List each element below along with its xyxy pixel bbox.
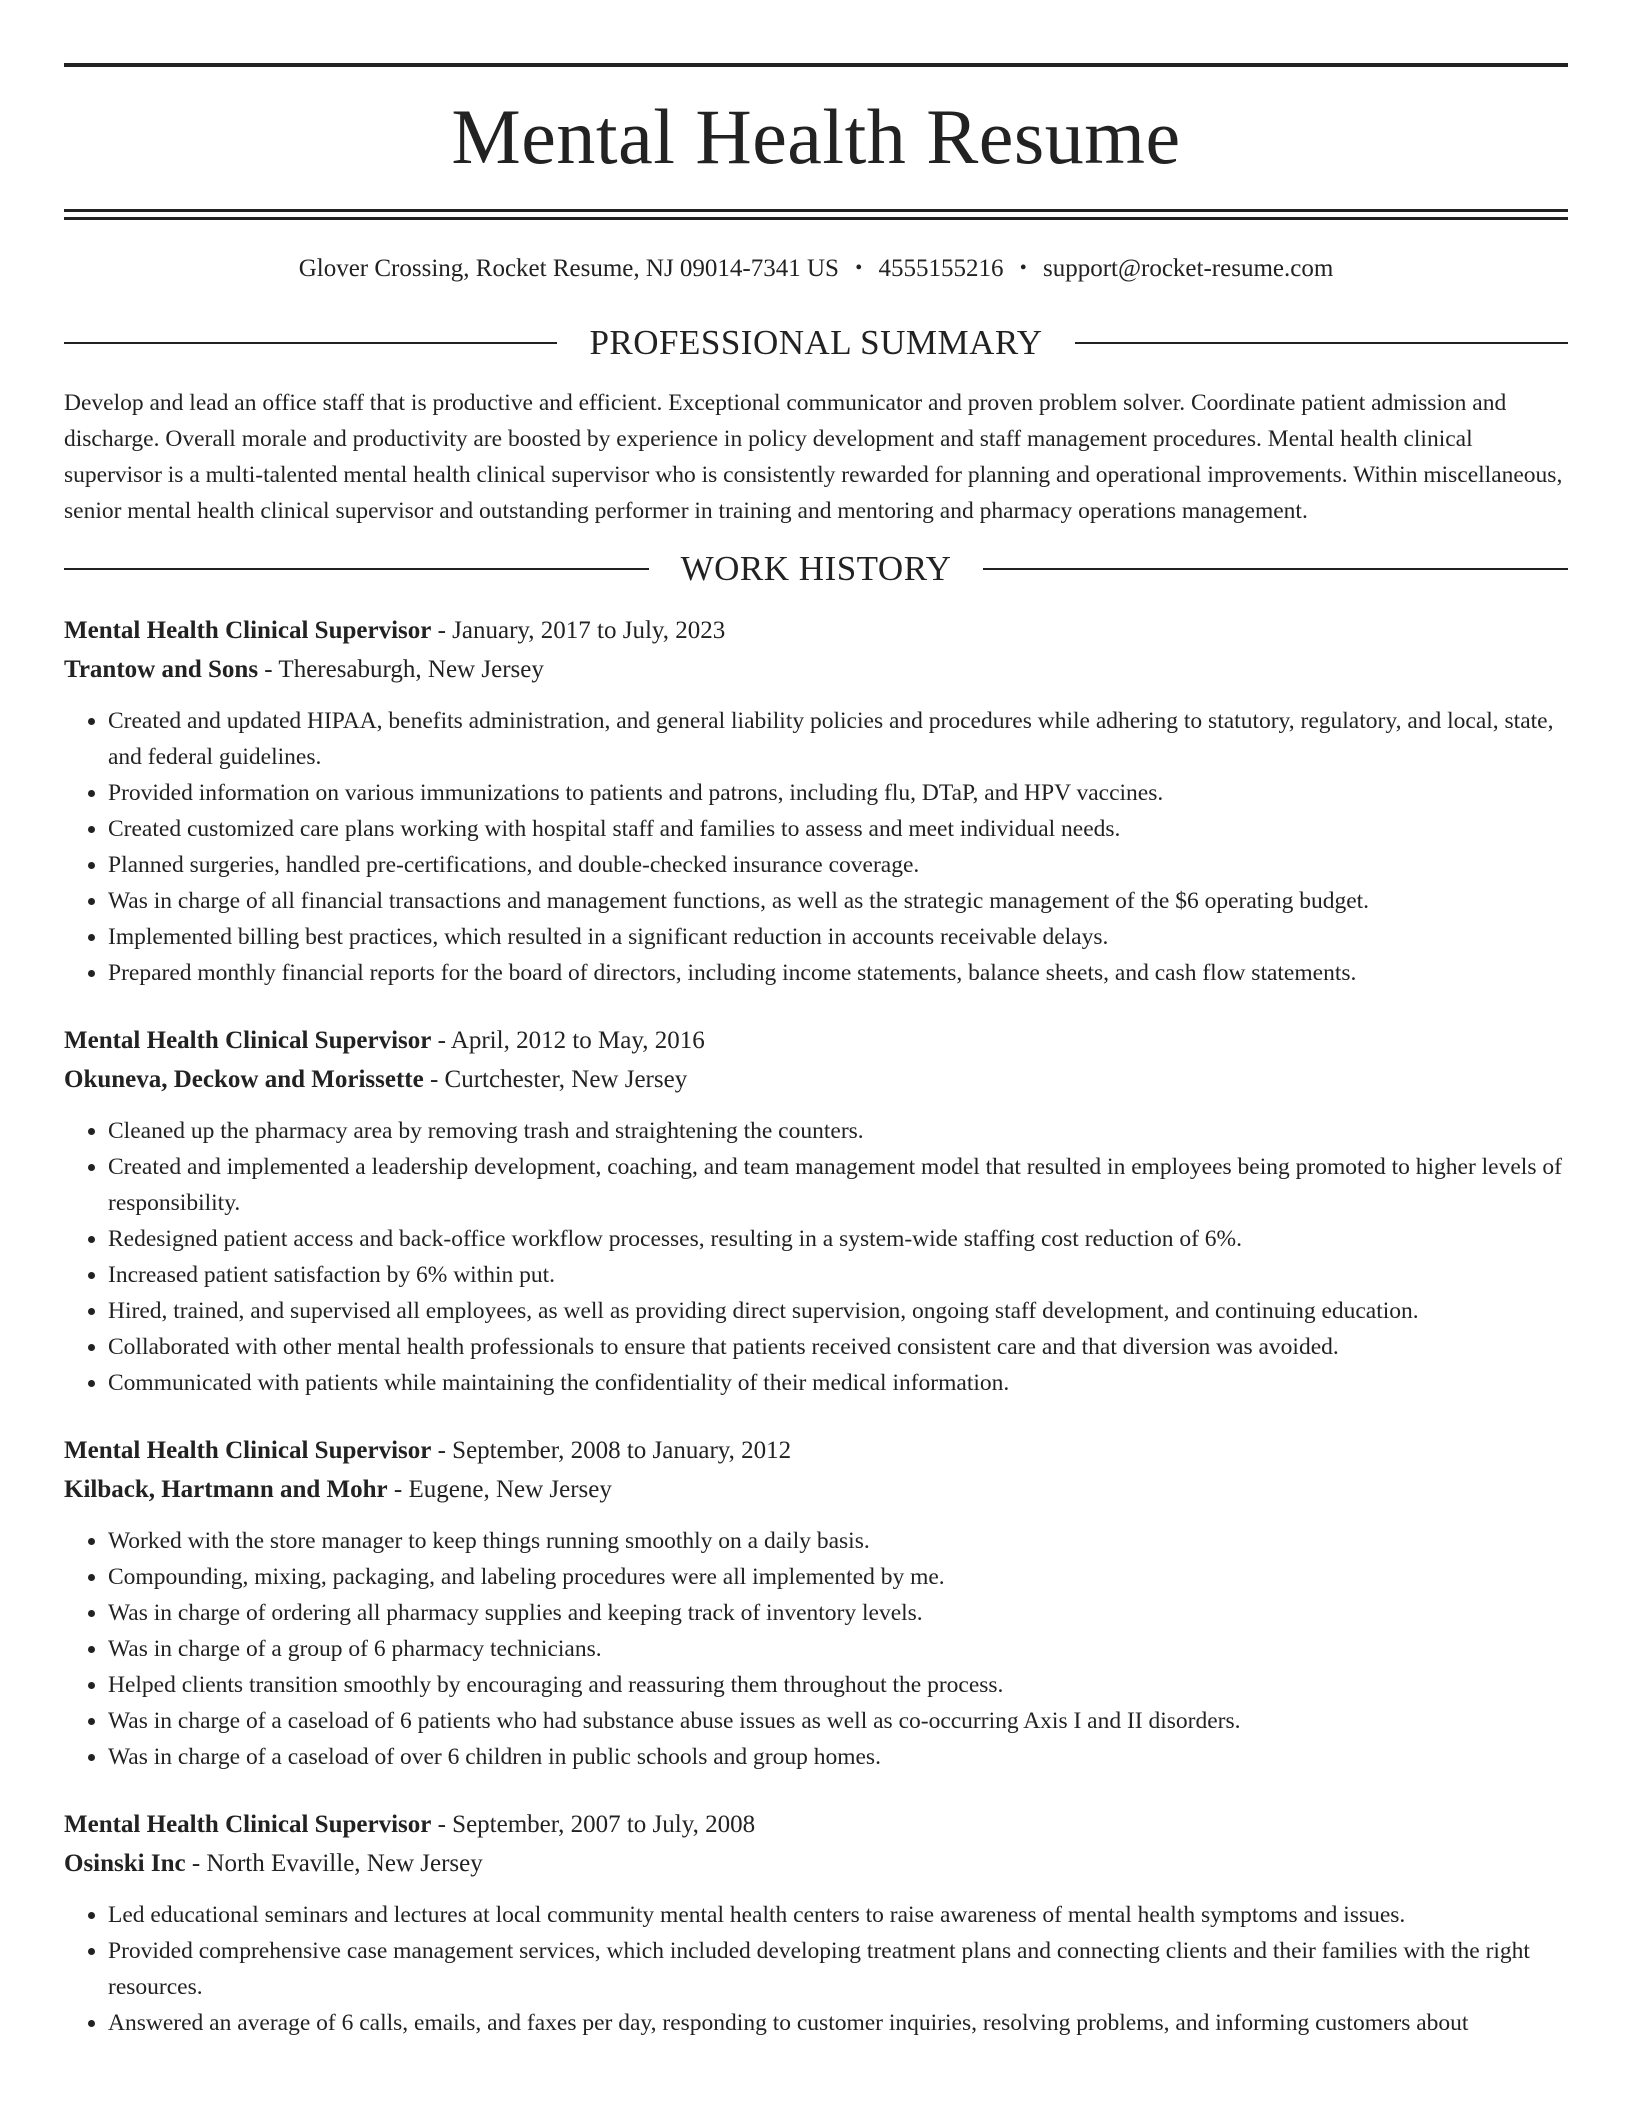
job-bullet-list xyxy=(64,1523,1568,1775)
job-bullet: • Answered an average of 6 calls, emails, and faxes per day, responding to customer inquiries, resolving problems, and informing customers about xyxy=(108,2005,1568,2041)
job-entry xyxy=(64,611,1568,991)
title-double-rule xyxy=(64,209,1568,220)
heading-rule-right xyxy=(983,568,1568,570)
job-bullet: • Helped clients transition smoothly by encouraging and reassuring them throughout the process. xyxy=(108,1667,1568,1703)
job-bullet: • Increased patient satisfaction by 6% within put. xyxy=(108,1257,1568,1293)
job-bullet: • Was in charge of a caseload of 6 patients who had substance abuse issues as well as co-occurring Axis I and II disorders. xyxy=(108,1703,1568,1739)
job-company: Okuneva, Deckow and Morissette xyxy=(64,1066,424,1093)
job-title-line xyxy=(64,1805,1568,1844)
job-location: - Theresaburgh, New Jersey xyxy=(258,656,544,683)
job-title-line xyxy=(64,1021,1568,1060)
job-bullet: • Provided information on various immunizations to patients and patrons, including flu, DTaP, and HPV vaccines. xyxy=(108,775,1568,811)
job-company-line xyxy=(64,1060,1568,1099)
job-company-line xyxy=(64,650,1568,689)
job-location: - Eugene, New Jersey xyxy=(387,1476,612,1503)
job-dates: - April, 2012 to May, 2016 xyxy=(431,1027,705,1054)
job-bullet: • Created customized care plans working with hospital staff and families to assess and meet individual needs. xyxy=(108,811,1568,847)
job-entry xyxy=(64,1021,1568,1401)
job-title: Mental Health Clinical Supervisor xyxy=(64,1027,432,1054)
job-entry xyxy=(64,1431,1568,1775)
job-bullet: • Created and updated HIPAA, benefits administration, and general liability policies and procedures while adhering to statutory, regulatory, and local, state, and federal guidelines. xyxy=(108,703,1568,775)
job-company: Osinski Inc xyxy=(64,1850,186,1877)
job-bullet: • Compounding, mixing, packaging, and labeling procedures were all implemented by me. xyxy=(108,1559,1568,1595)
contact-email: support@rocket-resume.com xyxy=(1042,255,1334,282)
contact-separator: • xyxy=(855,257,863,279)
heading-rule-right xyxy=(1075,342,1568,344)
job-bullet: • Created and implemented a leadership development, coaching, and team management model that resulted in employees being promoted to higher levels of responsibility. xyxy=(108,1149,1568,1221)
summary-text: Develop and lead an office staff that is productive and efficient. Exceptional communicator and proven problem solver. Coordinate patient admission and discharge. Overall morale and productivity are boosted by experience in policy development and staff management procedures. Mental health clinical supervisor is a multi-talented mental health clinical supervisor who is consistently rewarded for planning and operational improvements. Within miscellaneous, senior mental health clinical supervisor and outstanding performer in training and mentoring and pharmacy operations management. xyxy=(64,390,1563,524)
job-dates: - September, 2007 to July, 2008 xyxy=(431,1811,756,1838)
job-bullet: • Collaborated with other mental health professionals to ensure that patients received consistent care and that diversion was avoided. xyxy=(108,1329,1568,1365)
work-history-heading xyxy=(64,549,1568,589)
job-dates: - September, 2008 to January, 2012 xyxy=(431,1437,792,1464)
job-bullet: • Was in charge of a group of 6 pharmacy technicians. xyxy=(108,1631,1568,1667)
job-bullet-list xyxy=(64,1113,1568,1401)
job-bullet: • Was in charge of all financial transactions and management functions, as well as the strategic management of the $6 operating budget. xyxy=(108,883,1568,919)
top-rule xyxy=(64,63,1568,67)
job-bullet: • Led educational seminars and lectures at local community mental health centers to raise awareness of mental health symptoms and issues. xyxy=(108,1897,1568,1933)
contact-line xyxy=(64,252,1568,285)
job-title-line xyxy=(64,611,1568,650)
summary-heading xyxy=(64,323,1568,363)
resume-page xyxy=(64,0,1568,2041)
heading-rule-left xyxy=(64,342,557,344)
job-bullet: • Provided comprehensive case management services, which included developing treatment plans and connecting clients and their families with the right resources. xyxy=(108,1933,1568,2005)
job-bullet: • Was in charge of ordering all pharmacy supplies and keeping track of inventory levels. xyxy=(108,1595,1568,1631)
job-bullet: • Hired, trained, and supervised all employees, as well as providing direct supervision, ongoing staff development, and continuing education. xyxy=(108,1293,1568,1329)
job-location: - Curtchester, New Jersey xyxy=(423,1066,688,1093)
job-dates: - January, 2017 to July, 2023 xyxy=(431,617,726,644)
summary-heading-label: PROFESSIONAL SUMMARY xyxy=(589,323,1043,362)
job-company-line xyxy=(64,1470,1568,1509)
contact-address: Glover Crossing, Rocket Resume, NJ 09014-7341 US xyxy=(298,255,839,282)
job-bullet: • Worked with the store manager to keep things running smoothly on a daily basis. xyxy=(108,1523,1568,1559)
job-location: - North Evaville, New Jersey xyxy=(185,1850,483,1877)
contact-phone: 4555155216 xyxy=(878,255,1004,282)
job-bullet: • Communicated with patients while maintaining the confidentiality of their medical information. xyxy=(108,1365,1568,1401)
job-bullet: • Was in charge of a caseload of over 6 children in public schools and group homes. xyxy=(108,1739,1568,1775)
contact-separator: • xyxy=(1019,257,1027,279)
job-bullet: • Redesigned patient access and back-office workflow processes, resulting in a system-wide staffing cost reduction of 6%. xyxy=(108,1221,1568,1257)
job-bullet-list xyxy=(64,1897,1568,2041)
job-list xyxy=(64,611,1568,2041)
work-history-section xyxy=(64,549,1568,2041)
job-bullet: • Implemented billing best practices, which resulted in a significant reduction in accounts receivable delays. xyxy=(108,919,1568,955)
job-title-line xyxy=(64,1431,1568,1470)
job-bullet-list xyxy=(64,703,1568,991)
job-title: Mental Health Clinical Supervisor xyxy=(64,1437,432,1464)
job-company: Kilback, Hartmann and Mohr xyxy=(64,1476,388,1503)
job-company: Trantow and Sons xyxy=(64,656,259,683)
job-bullet: • Prepared monthly financial reports for the board of directors, including income statements, balance sheets, and cash flow statements. xyxy=(108,955,1568,991)
heading-rule-left xyxy=(64,568,649,570)
work-history-heading-label: WORK HISTORY xyxy=(680,549,952,588)
job-company-line xyxy=(64,1844,1568,1883)
resume-title: Mental Health Resume xyxy=(451,93,1181,180)
job-title: Mental Health Clinical Supervisor xyxy=(64,617,432,644)
job-bullet: • Cleaned up the pharmacy area by removing trash and straightening the counters. xyxy=(108,1113,1568,1149)
job-bullet: • Planned surgeries, handled pre-certifications, and double-checked insurance coverage. xyxy=(108,847,1568,883)
job-title: Mental Health Clinical Supervisor xyxy=(64,1811,432,1838)
job-entry xyxy=(64,1805,1568,2041)
